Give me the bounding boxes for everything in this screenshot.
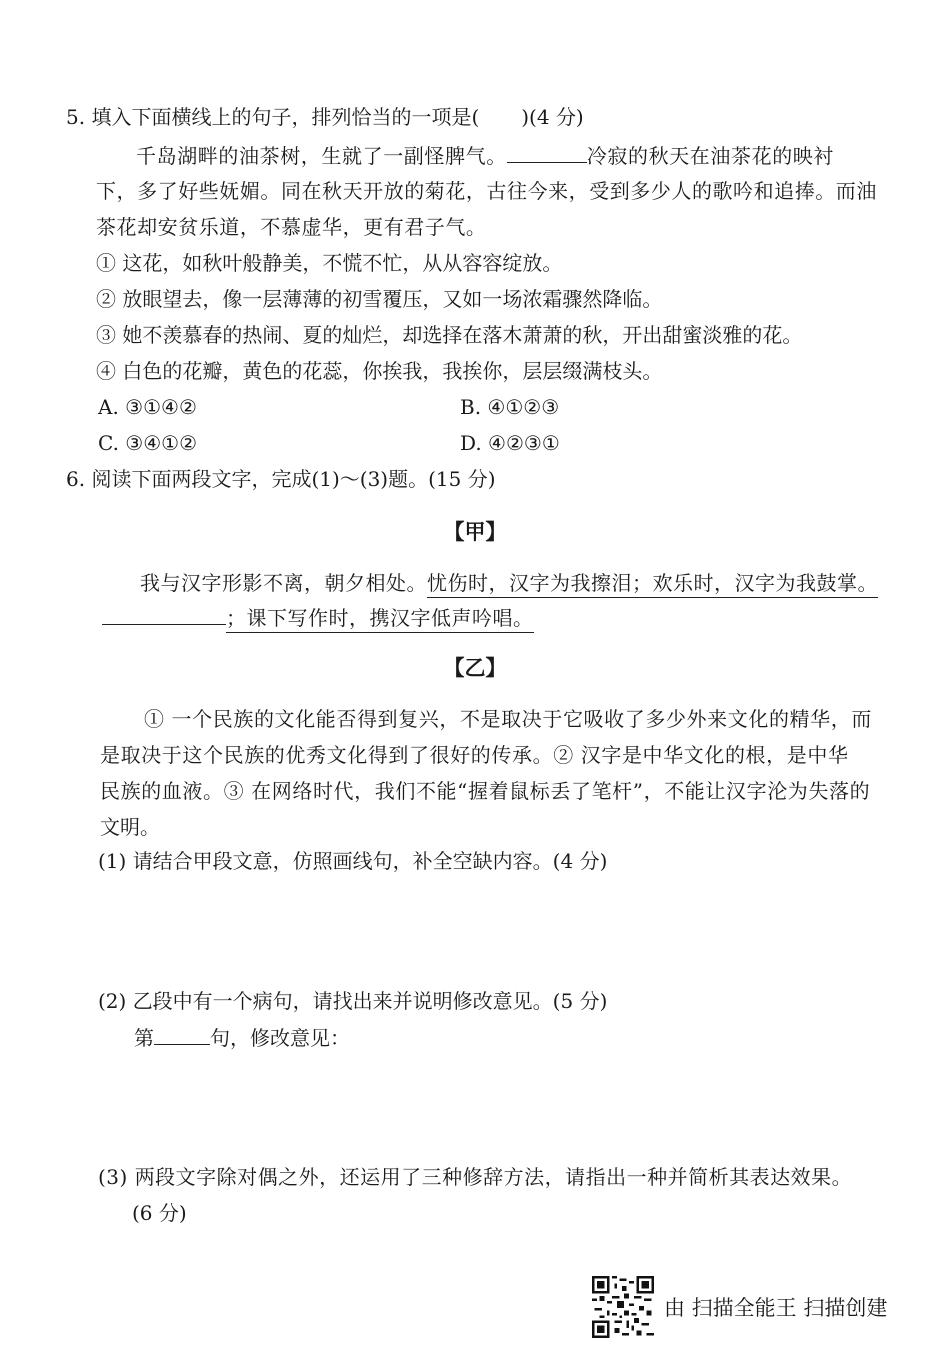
q6-yi-line1: ① 一个民族的文化能否得到复兴，不是取决于它吸收了多少外来文化的精华，而	[144, 707, 872, 731]
q6-jia-underlined-sentence: 忧伤时，汉字为我擦泪；欢乐时，汉字为我鼓掌。	[427, 571, 878, 598]
q6-yi-line4: 文明。	[100, 815, 160, 839]
q5-passage-text-b: 冷寂的秋天在油茶花的映衬	[586, 144, 835, 168]
q6-sub2-answer-line	[134, 1024, 350, 1051]
q6-yi-line3: 民族的血液。③ 在网络时代，我们不能“握着鼠标丢了笔杆”，不能让汉字沦为失落的	[100, 779, 871, 803]
q6-sub2: (2) 乙段中有一个病句，请找出来并说明修改意见。(5 分)	[98, 989, 608, 1013]
q6-yi-heading: 【乙】	[443, 655, 507, 680]
q6-sub2-answer-suffix: 句，修改意见：	[210, 1026, 350, 1050]
qr-code-icon	[592, 1276, 654, 1338]
q5-passage-line1	[136, 142, 834, 169]
q6-jia-line2	[102, 604, 534, 631]
q5-stem-text: 5. 填入下面横线上的句子，排列恰当的一项是(	[66, 105, 480, 129]
q5-option-d[interactable]: D. ④②③①	[460, 431, 560, 455]
q5-stem-points: )(4 分)	[521, 105, 584, 129]
q6-jia-heading: 【甲】	[443, 519, 507, 544]
q6-jia-blank[interactable]	[102, 604, 226, 625]
q6-jia-line1	[140, 570, 878, 596]
q5-item-1: ① 这花，如秋叶般静美，不慌不忙，从从容容绽放。	[96, 251, 563, 275]
scanner-watermark: 由 扫描全能王 扫描创建	[664, 1296, 888, 1320]
q5-stem	[66, 104, 584, 130]
q5-passage-line2: 下，多了好些妩媚。同在秋天开放的菊花，古往今来，受到多少人的歌吟和追捧。而油	[96, 179, 877, 203]
q5-item-2: ② 放眼望去，像一层薄薄的初雪覆压，又如一场浓霜骤然降临。	[96, 287, 663, 311]
q5-item-3: ③ 她不羡慕春的热闹、夏的灿烂，却选择在落木萧萧的秋，开出甜蜜淡雅的花。	[96, 323, 803, 347]
q5-passage-text-a: 千岛湖畔的油茶树，生就了一副怪脾气。	[136, 144, 507, 168]
q6-sub3-points: (6 分)	[132, 1201, 187, 1225]
q5-option-b[interactable]: B. ④①②③	[460, 395, 560, 419]
q6-jia-underlined-tail: ；课下写作时，携汉字低声吟唱。	[226, 606, 534, 633]
q6-jia-text: 我与汉字形影不离，朝夕相处。	[140, 571, 427, 595]
q5-option-c[interactable]: C. ③④①②	[98, 431, 198, 455]
q6-sub1: (1) 请结合甲段文意，仿照画线句，补全空缺内容。(4 分)	[98, 849, 608, 873]
q6-sub2-answer-prefix: 第	[134, 1026, 154, 1050]
q5-item-4: ④ 白色的花瓣，黄色的花蕊，你挨我，我挨你，层层缀满枝头。	[96, 359, 663, 383]
q6-sub2-sentence-blank[interactable]	[154, 1024, 210, 1045]
q5-passage-line3: 茶花却安贫乐道，不慕虚华，更有君子气。	[96, 215, 487, 239]
q5-fill-blank	[507, 142, 587, 163]
q5-option-a[interactable]: A. ③①④②	[98, 395, 197, 419]
q6-yi-line2: 是取决于这个民族的优秀文化得到了很好的传承。② 汉字是中华文化的根，是中华	[100, 743, 849, 767]
q6-stem: 6. 阅读下面两段文字，完成(1)～(3)题。(15 分)	[66, 467, 496, 491]
q6-sub3: (3) 两段文字除对偶之外，还运用了三种修辞方法，请指出一种并简析其表达效果。	[98, 1165, 853, 1189]
